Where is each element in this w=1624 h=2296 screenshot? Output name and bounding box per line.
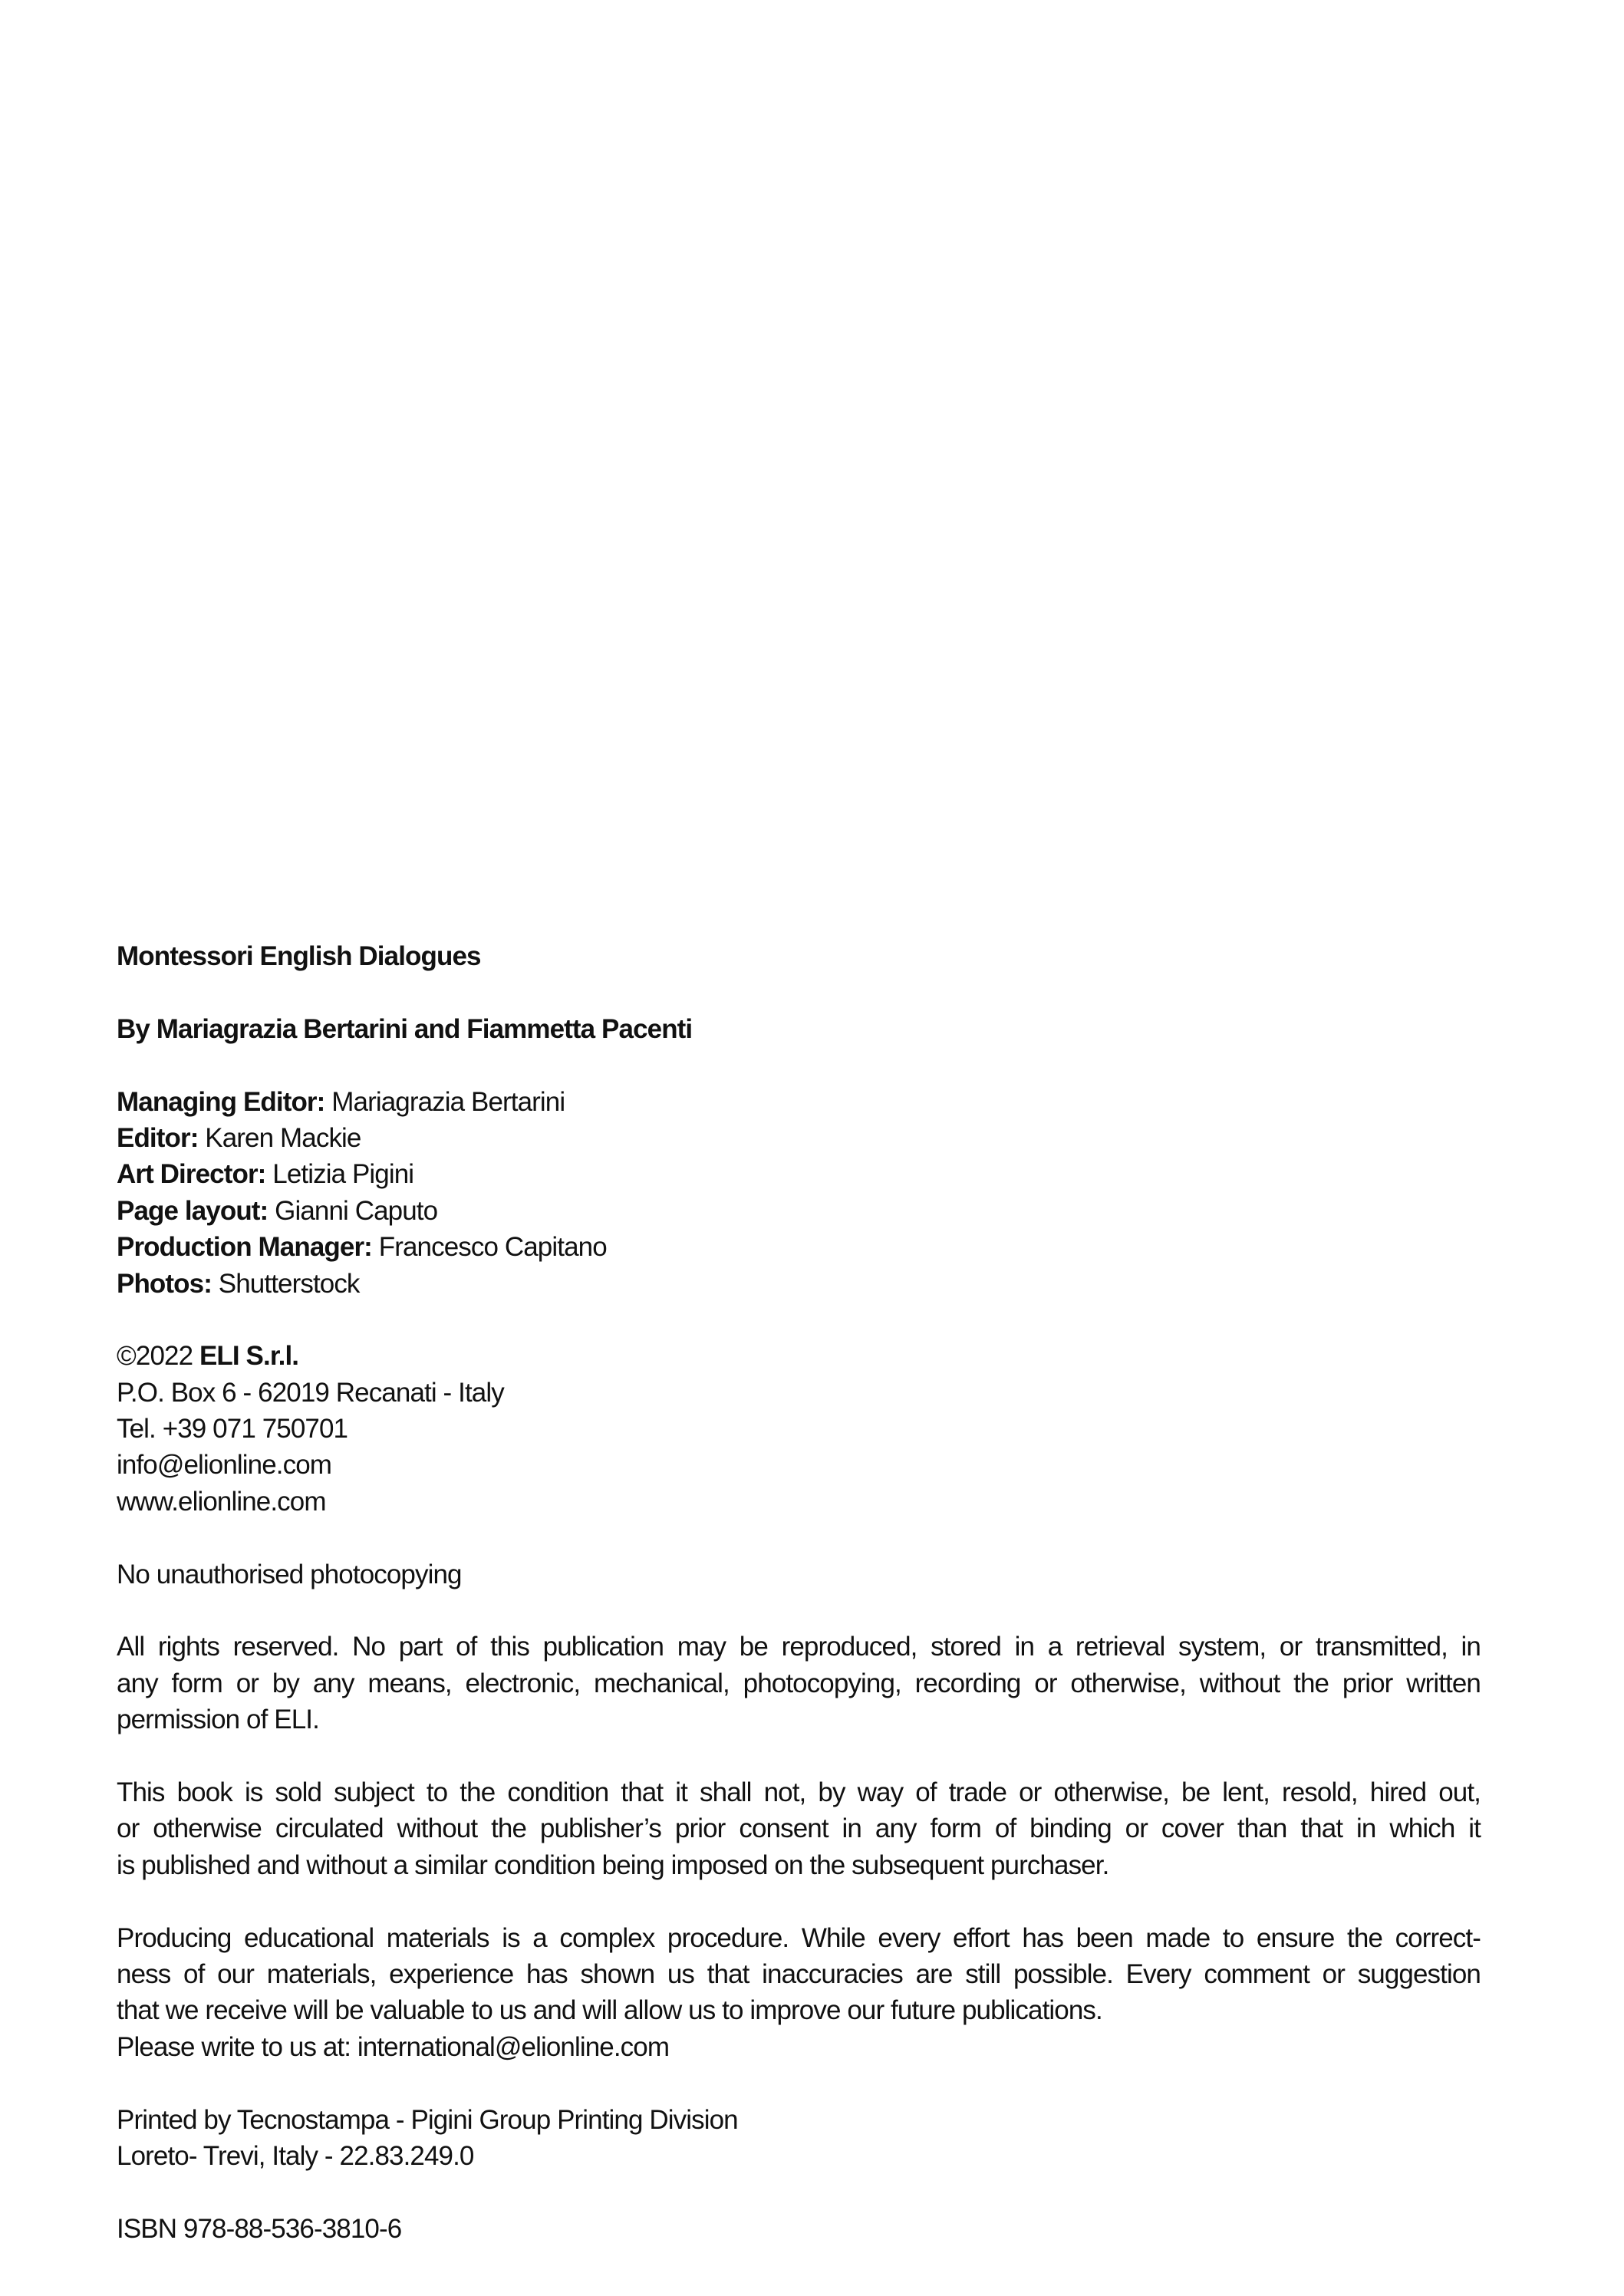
feedback-paragraph: Producing educational materials is a complex procedure. While every effort has been made to ensure the correct- ness of our materials, experience has shown us that inaccuracies are still possible. Every comment or suggestion that we receive will be valuable to us and will allow us to improve our future publications. Please write to us at: international@elionline.com: [117, 1922, 1481, 2062]
credits: [117, 1084, 1481, 1302]
credit-editor: Editor: Karen Mackie: [117, 1122, 361, 1153]
address: P.O. Box 6 - 62019 Recanati - Italy: [117, 1377, 504, 1408]
photocopy-notice: No unauthorised photocopying: [117, 1559, 462, 1589]
condition-paragraph: This book is sold subject to the condition that it shall not, by way of trade or otherwise, be lent, resold, hired out, or otherwise circulated without the publisher’s prior consent in any form of binding or cover than that in which it is published and without a similar condition being imposed on the subsequent purchaser.: [117, 1777, 1481, 1880]
publisher-info: [117, 1338, 1481, 1520]
credit-photos: Photos: Shutterstock: [117, 1268, 360, 1299]
phone: Tel. +39 071 750701: [117, 1414, 348, 1444]
credit-art-director: Art Director: Letizia Pigini: [117, 1159, 414, 1190]
credit-production-manager: Production Manager: Francesco Capitano: [117, 1232, 607, 1263]
rights-paragraph: All rights reserved. No part of this publication may be reproduced, stored in a retrieval system, or transmitted, in any form or by any means, electronic, mechanical, photocopying, recording or otherwise, without the prior written permission of ELI.: [117, 1632, 1481, 1735]
book-title: Montessori English Dialogues: [117, 941, 481, 971]
copyright: ©2022 ELI S.r.l.: [117, 1341, 299, 1372]
colophon: [117, 938, 1481, 2247]
printer-line: Printed by Tecnostampa - Pigini Group Printing Division: [117, 2104, 738, 2135]
isbn: ISBN 978-88-536-3810-6: [117, 2213, 402, 2244]
website: www.elionline.com: [117, 1486, 326, 1517]
byline: By Mariagrazia Bertarini and Fiammetta Pacenti: [117, 1013, 693, 1044]
email: info@elionline.com: [117, 1450, 332, 1481]
credit-page-layout: Page layout: Gianni Caputo: [117, 1195, 438, 1226]
credit-managing-editor: Managing Editor: Mariagrazia Bertarini: [117, 1086, 565, 1117]
printer-location: Loreto- Trevi, Italy - 22.83.249.0: [117, 2140, 474, 2171]
